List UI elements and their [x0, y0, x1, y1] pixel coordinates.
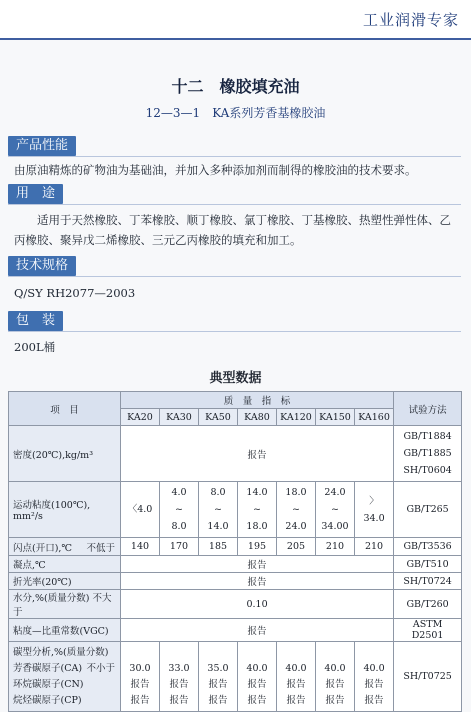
method-text: GB/T1884 — [403, 431, 452, 442]
flash-value: 185 — [199, 538, 238, 556]
flash-value: 170 — [160, 538, 199, 556]
section-usage-label: 用 途 — [8, 184, 63, 204]
viscosity-cell — [355, 482, 394, 538]
cell-line: 8.0 — [171, 521, 187, 532]
section-spec-label: 技术规格 — [8, 256, 76, 276]
cn-value: 报告 — [325, 678, 345, 690]
viscosity-cell — [199, 482, 238, 538]
cp-value: 报告 — [169, 694, 189, 706]
cell-line: 34.0 — [363, 512, 385, 524]
section-divider — [8, 204, 461, 205]
cell-line: ~ — [214, 504, 222, 515]
usage-text: 适用于天然橡胶、丁苯橡胶、顺丁橡胶、氯丁橡胶、丁基橡胶、热塑性弹性体、乙丙橡胶、聚异戊二烯橡胶、三元乙丙橡胶的填充和加工。 — [14, 213, 451, 247]
carbon-cn-label: 环烷碳原子(CN) — [13, 678, 84, 690]
viscosity-cell — [277, 482, 316, 538]
flash-value: 140 — [121, 538, 160, 556]
table-row — [9, 619, 462, 642]
ca-value: 40.0 — [363, 662, 385, 674]
cn-value: 报告 — [286, 678, 306, 690]
viscosity-method: GB/T265 — [394, 482, 462, 538]
section-divider — [8, 156, 461, 157]
viscosity-cell — [238, 482, 277, 538]
carbon-cell — [238, 642, 277, 712]
row-label-density: 密度(20℃),kg/m³ — [9, 426, 121, 482]
col-head-item: 项 目 — [9, 392, 121, 426]
header-title: 工业润滑专家 — [362, 11, 459, 29]
ca-value: 33.0 — [168, 662, 190, 674]
cp-value: 报告 — [130, 694, 150, 706]
row-label-vgc: 粘度—比重常数(VGC) — [9, 619, 121, 642]
carbon-label: 碳型分析,%(质量分数) — [13, 646, 109, 658]
grade-head: KA20 — [121, 409, 160, 426]
cell-line: 〈4.0 — [127, 504, 153, 515]
cp-value: 报告 — [286, 694, 306, 706]
cell-line: 34.00 — [321, 521, 349, 532]
cell-line: 24.0 — [324, 487, 346, 498]
carbon-cell — [160, 642, 199, 712]
cell-line: 4.0 — [171, 487, 187, 498]
row-label-carbon — [9, 642, 121, 712]
performance-text: 由原油精炼的矿物油为基础油，并加入多种添加剂而制得的橡胶油的技术要求。 — [14, 163, 417, 177]
col-head-method: 试验方法 — [394, 392, 462, 426]
cell-line: 8.0 — [210, 487, 226, 498]
cp-value: 报告 — [247, 694, 267, 706]
carbon-ca-line — [13, 661, 118, 677]
grade-head: KA160 — [355, 409, 394, 426]
cn-value: 报告 — [169, 678, 189, 690]
water-method: GB/T260 — [394, 590, 462, 619]
cell-line: ~ — [253, 504, 261, 515]
vgc-value: 报告 — [121, 619, 394, 642]
cell-line: 14.0 — [207, 521, 229, 532]
section-package-label: 包 装 — [8, 311, 63, 331]
carbon-cell — [199, 642, 238, 712]
carbon-cell — [355, 642, 394, 712]
viscosity-cell — [121, 482, 160, 538]
cell-line: 24.0 — [285, 521, 307, 532]
main-title: 十二 橡胶填充油 — [171, 77, 300, 96]
table-title: 典型数据 — [209, 371, 262, 386]
cell-line: ~ — [331, 504, 339, 515]
ca-value: 40.0 — [246, 662, 268, 674]
grade-head: KA120 — [277, 409, 316, 426]
package-text: 200L桶 — [14, 340, 56, 354]
ca-value: 35.0 — [207, 662, 229, 674]
row-label-viscosity: 运动粘度(100℃), mm²/s — [9, 482, 121, 538]
grade-head: KA50 — [199, 409, 238, 426]
cell-line: 〉 — [369, 495, 379, 507]
grade-head: KA80 — [238, 409, 277, 426]
carbon-cell — [316, 642, 355, 712]
flash-value: 195 — [238, 538, 277, 556]
table-row — [9, 482, 462, 538]
cell-line: 18.0 — [246, 521, 268, 532]
flash-value: 210 — [355, 538, 394, 556]
page-header — [0, 0, 471, 40]
carbon-ca-label: 芳香碳原子(CA) — [13, 662, 83, 674]
section-divider — [8, 331, 461, 332]
table-row — [9, 573, 462, 590]
section-divider — [8, 276, 461, 277]
cn-value: 报告 — [364, 678, 384, 690]
carbon-cell — [277, 642, 316, 712]
density-value: 报告 — [121, 426, 394, 482]
table-row — [9, 642, 462, 712]
cell-line: ~ — [175, 504, 183, 515]
cell-line: 14.0 — [246, 487, 268, 498]
viscosity-cell — [316, 482, 355, 538]
water-value: 0.10 — [121, 590, 394, 619]
table-row — [9, 426, 462, 482]
carbon-cell — [121, 642, 160, 712]
method-text: SH/T0604 — [403, 465, 452, 476]
cell-line: 18.0 — [285, 487, 307, 498]
section-performance-label: 产品性能 — [8, 136, 76, 156]
vgc-method: ASTM D2501 — [394, 619, 462, 642]
carbon-method: SH/T0725 — [394, 642, 462, 712]
table-row — [9, 556, 462, 573]
flash-suffix: 不低于 — [86, 542, 115, 554]
refractive-method: SH/T0724 — [394, 573, 462, 590]
sub-title: 12—3—1 KA系列芳香基橡胶油 — [145, 106, 326, 120]
row-label-water: 水分,%(质量分数) 不大于 — [9, 590, 121, 619]
cp-value: 报告 — [325, 694, 345, 706]
row-label-flash — [9, 538, 121, 556]
cn-value: 报告 — [247, 678, 267, 690]
pour-value: 报告 — [121, 556, 394, 573]
cp-value: 报告 — [208, 694, 228, 706]
flash-value: 205 — [277, 538, 316, 556]
viscosity-cell — [160, 482, 199, 538]
row-label-pour: 凝点,℃ — [9, 556, 121, 573]
flash-label: 闪点(开口),℃ — [13, 542, 73, 554]
pour-method: GB/T510 — [394, 556, 462, 573]
spec-text: Q/SY RH2077—2003 — [14, 286, 136, 300]
cp-value: 报告 — [364, 694, 384, 706]
cn-value: 报告 — [208, 678, 228, 690]
carbon-ca-suffix: 不小于 — [86, 662, 115, 674]
table-row — [9, 538, 462, 556]
cn-value: 报告 — [130, 678, 150, 690]
col-head-quality: 质 量 指 标 — [121, 392, 394, 409]
flash-method: GB/T3536 — [394, 538, 462, 556]
cell-line: ~ — [292, 504, 300, 515]
method-text: GB/T1885 — [403, 448, 452, 459]
flash-value: 210 — [316, 538, 355, 556]
ca-value: 40.0 — [285, 662, 307, 674]
ca-value: 30.0 — [129, 662, 151, 674]
refractive-value: 报告 — [121, 573, 394, 590]
grade-head: KA30 — [160, 409, 199, 426]
row-label-refractive: 折光率(20℃) — [9, 573, 121, 590]
grade-head: KA150 — [316, 409, 355, 426]
carbon-cp-label: 烷烃碳原子(CP) — [13, 694, 82, 706]
density-methods — [394, 426, 462, 482]
typical-data-table — [8, 391, 462, 712]
table-row — [9, 590, 462, 619]
ca-value: 40.0 — [324, 662, 346, 674]
